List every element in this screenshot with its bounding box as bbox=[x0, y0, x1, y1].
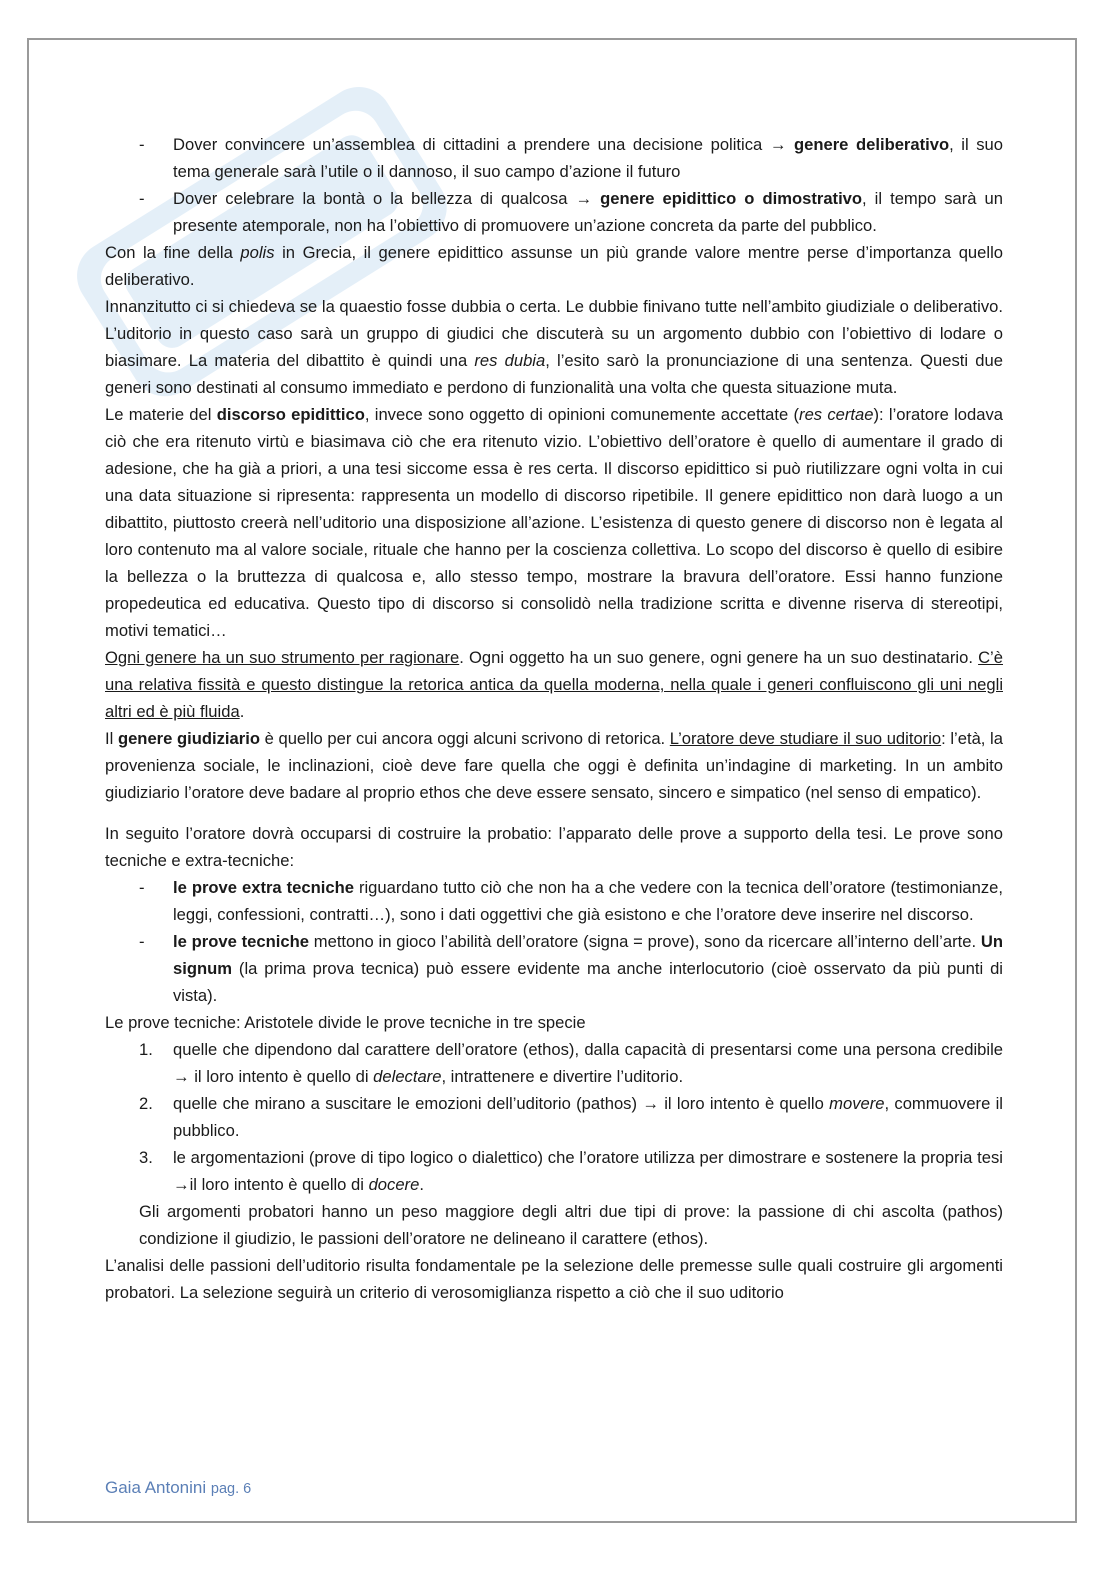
paragraph: Con la fine della polis in Grecia, il genere epidittico assunse un più grande valore mentre perse d’importanza quello deliberativo. bbox=[105, 243, 1003, 289]
paragraph: Gli argomenti probatori hanno un peso maggiore degli altri due tipi di prove: la passione di chi ascolta (pathos) condizione il giudizio, le passioni dell’oratore ne delineano il carattere (ethos). bbox=[139, 1202, 1003, 1248]
document-body bbox=[105, 131, 1003, 1306]
bullet-item: - Dover convincere un’assemblea di cittadini a prendere una decisione politica → genere deliberativo, il suo tema generale sarà l’utile o il dannoso, il suo campo d’azione il futuro bbox=[139, 135, 1003, 181]
numbered-item: 1. quelle che dipendono dal carattere dell’oratore (ethos), dalla capacità di presentarsi come una persona credibile → il loro intento è quello di delectare, intrattenere e divertire l’uditorio. bbox=[139, 1040, 1003, 1086]
page-footer bbox=[105, 1478, 251, 1498]
footer-author: Gaia Antonini bbox=[105, 1478, 207, 1497]
numbered-item: 2. quelle che mirano a suscitare le emozioni dell’uditorio (pathos) → il loro intento è quello movere, commuovere il pubblico. bbox=[139, 1094, 1003, 1140]
paragraph: In seguito l’oratore dovrà occuparsi di costruire la probatio: l’apparato delle prove a supporto della tesi. Le prove sono tecniche e extra-tecniche: bbox=[105, 824, 1003, 870]
bullet-item: - le prove extra tecniche riguardano tutto ciò che non ha a che vedere con la tecnica dell’oratore (testimonianze, leggi, confessioni, contratti…), sono i dati oggettivi che già esistono e che l’oratore deve inserire nel discorso. bbox=[139, 878, 1004, 924]
bullet-item: - Dover celebrare la bontà o la bellezza di qualcosa → genere epidittico o dimostrativo, il tempo sarà un presente atemporale, non ha l’obiettivo di promuovere un’azione concreta da parte del pubblico. bbox=[139, 189, 1003, 235]
paragraph: Le materie del discorso epidittico, invece sono oggetto di opinioni comunemente accettate (res certae): l’oratore lodava ciò che era ritenuto virtù e biasimava ciò che era ritenuto vizio. L’obiettivo dell’oratore è quello di aumentare il grado di adesione, che ha già a priori, a una tesi siccome essa è res certa. Il discorso epidittico si può riutilizzare ogni volta in cui una data situazione si ripresenta: rappresenta un modello di discorso ripetibile. Il genere epidittico non darà luogo a un dibattito, piuttosto creerà nell’uditorio una disposizione all’azione. L’esistenza di questo genere di discorso non è legata al loro contenuto ma al valore sociale, rituale che hanno per la coscienza collettiva. Lo scopo del discorso è quello di esibire la bellezza o la bruttezza di qualcosa e, allo stesso tempo, mostrare la bravura dell’oratore. Essi hanno funzione propedeutica ed educativa. Questo tipo di discorso si consolidò nella tradizione scritta e divenne riserva di stereotipi, motivi tematici… bbox=[105, 405, 1003, 640]
bullet-item: - le prove tecniche mettono in gioco l’abilità dell’oratore (signa = prove), sono da ricercare all’interno dell’arte. Un signum (la prima prova tecnica) può essere evidente ma anche interlocutorio (cioè osservato da più punti di vista). bbox=[139, 932, 1003, 1005]
paragraph: Le prove tecniche: Aristotele divide le prove tecniche in tre specie bbox=[105, 1013, 586, 1032]
page-number: pag. 6 bbox=[210, 1481, 252, 1497]
paragraph: Ogni genere ha un suo strumento per ragionare. Ogni oggetto ha un suo genere, ogni genere ha un suo destinatario. C’è una relativa fissità e questo distingue la retorica antica da quella moderna, nella quale i generi confluiscono gli uni negli altri ed è più fluida. bbox=[105, 648, 1003, 721]
numbered-item: 3. le argomentazioni (prove di tipo logico o dialettico) che l’oratore utilizza per dimostrare e sostenere la propria tesi →il loro intento è quello di docere. bbox=[139, 1148, 1003, 1194]
paragraph: L’analisi delle passioni dell’uditorio risulta fondamentale pe la selezione delle premesse sulle quali costruire gli argomenti probatori. La selezione seguirà un criterio di verosomiglianza rispetto a ciò che il suo uditorio bbox=[105, 1256, 1003, 1302]
paragraph: Innanzitutto ci si chiedeva se la quaestio fosse dubbia o certa. Le dubbie finivano tutte nell’ambito giudiziale o deliberativo. L’uditorio in questo caso sarà un gruppo di giudici che discuterà su un argomento dubbio con l’obiettivo di lodare o biasimare. La materia del dibattito è quindi una res dubia, l’esito sarò la pronunciazione di una sentenza. Questi due generi sono destinati al consumo immediato e perdono di funzionalità una volta che questa situazione muta. bbox=[105, 297, 1003, 397]
paragraph: Il genere giudiziario è quello per cui ancora oggi alcuni scrivono di retorica. L’oratore deve studiare il suo uditorio: l’età, la provenienza sociale, le inclinazioni, cioè deve fare quella che oggi è definita un’indagine di marketing. In un ambito giudiziario l’oratore deve badare al proprio ethos che deve essere sensato, sincero e simpatico (nel senso di empatico). bbox=[105, 729, 1003, 802]
